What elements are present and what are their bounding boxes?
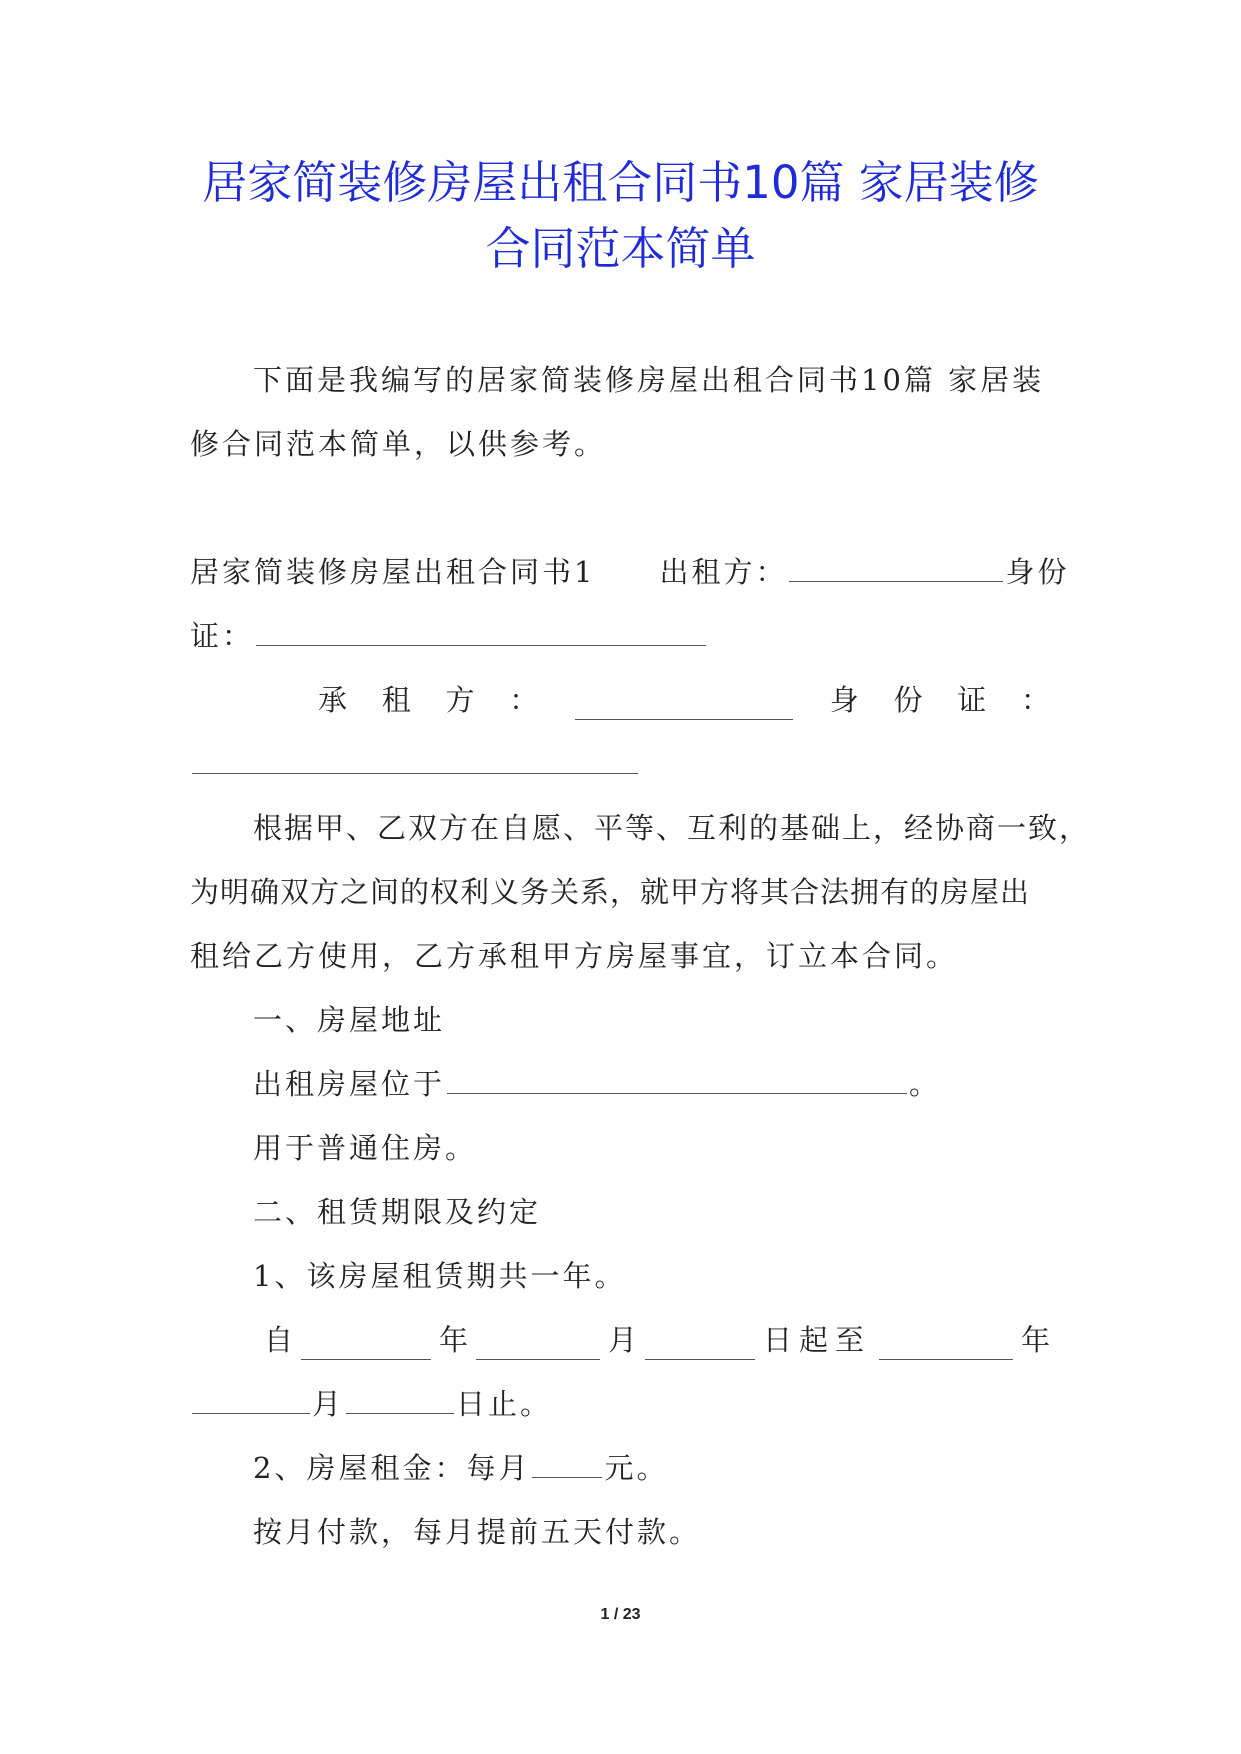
term-line: 1、该房屋租赁期共一年。 (253, 1259, 627, 1293)
lessee-line (318, 680, 1050, 720)
lessee-name-blank (575, 691, 793, 720)
address-line (253, 1064, 941, 1104)
date-range-line (264, 1320, 1050, 1360)
date-from: 自 (264, 1323, 294, 1357)
date-month2-label: 月 (312, 1387, 345, 1421)
address-suffix: 。 (909, 1067, 942, 1101)
lessee-id-char-2: 份 (893, 683, 923, 717)
date-end-label: 日止。 (456, 1387, 553, 1421)
start-day-blank (645, 1331, 755, 1360)
date-end-line (190, 1384, 552, 1424)
payment-line: 按月付款，每月提前五天付款。 (253, 1515, 702, 1549)
rent-line (253, 1448, 668, 1488)
end-year-blank (879, 1331, 1013, 1360)
document-title (150, 150, 1091, 282)
lessee-char-4: ： (509, 683, 539, 717)
title-line-2: 合同范本简单 (485, 222, 756, 275)
intro-line-1: 下面是我编写的居家简装修房屋出租合同书10篇 家居装 (253, 363, 1045, 397)
lessee-id-blank (192, 745, 638, 774)
rent-suffix: 元。 (604, 1451, 669, 1485)
date-year2-label: 年 (1020, 1323, 1050, 1357)
lessor-name-blank (789, 553, 1003, 582)
page-indicator: 1 / 23 (600, 1606, 641, 1623)
lessor-label: 出租方： (659, 555, 788, 589)
end-day-blank (346, 1385, 454, 1414)
contract-1-heading-line (190, 552, 1069, 592)
section-2-heading: 二、租赁期限及约定 (253, 1195, 542, 1229)
lessor-id-blank (256, 617, 706, 646)
lessee-id-line (190, 744, 640, 784)
lessee-id-char-1: 身 (829, 683, 859, 717)
lessee-id-char-4: ： (1020, 683, 1050, 717)
rent-prefix: 2、房屋租金：每月 (253, 1451, 531, 1485)
address-prefix: 出租房屋位于 (253, 1067, 446, 1101)
lessee-char-1: 承 (318, 683, 348, 717)
rent-amount-blank (532, 1449, 602, 1478)
lessee-char-3: 方 (445, 683, 475, 717)
lessor-id-line (190, 616, 708, 656)
usage-line: 用于普通住房。 (253, 1131, 478, 1165)
section-1-heading: 一、房屋地址 (253, 1003, 446, 1037)
date-day-to-label: 日起至 (762, 1323, 871, 1357)
para-1-line-3: 租给乙方使用，乙方承租甲方房屋事宜，订立本合同。 (190, 939, 959, 973)
para-1-line-1: 根据甲、乙双方在自愿、平等、互利的基础上，经协商一致， (253, 811, 1091, 845)
intro-line-2: 修合同范本简单，以供参考。 (190, 427, 607, 461)
para-1-line-2: 为明确双方之间的权利义务关系，就甲方将其合法拥有的房屋出 (190, 875, 1031, 909)
date-month-label: 月 (607, 1323, 637, 1357)
address-blank (447, 1065, 907, 1094)
lessor-id-label-tail: 身份 (1005, 555, 1070, 589)
lessee-char-2: 租 (381, 683, 411, 717)
end-month-blank (192, 1385, 310, 1414)
lessor-id-label-head: 证： (190, 619, 255, 653)
start-month-blank (476, 1331, 600, 1360)
start-year-blank (301, 1331, 431, 1360)
date-year-label: 年 (438, 1323, 468, 1357)
lessee-id-char-3: 证 (957, 683, 987, 717)
contract-1-heading: 居家简装修房屋出租合同书1 (190, 555, 596, 589)
title-line-1: 居家简装修房屋出租合同书10篇 家居装修 (202, 156, 1039, 209)
